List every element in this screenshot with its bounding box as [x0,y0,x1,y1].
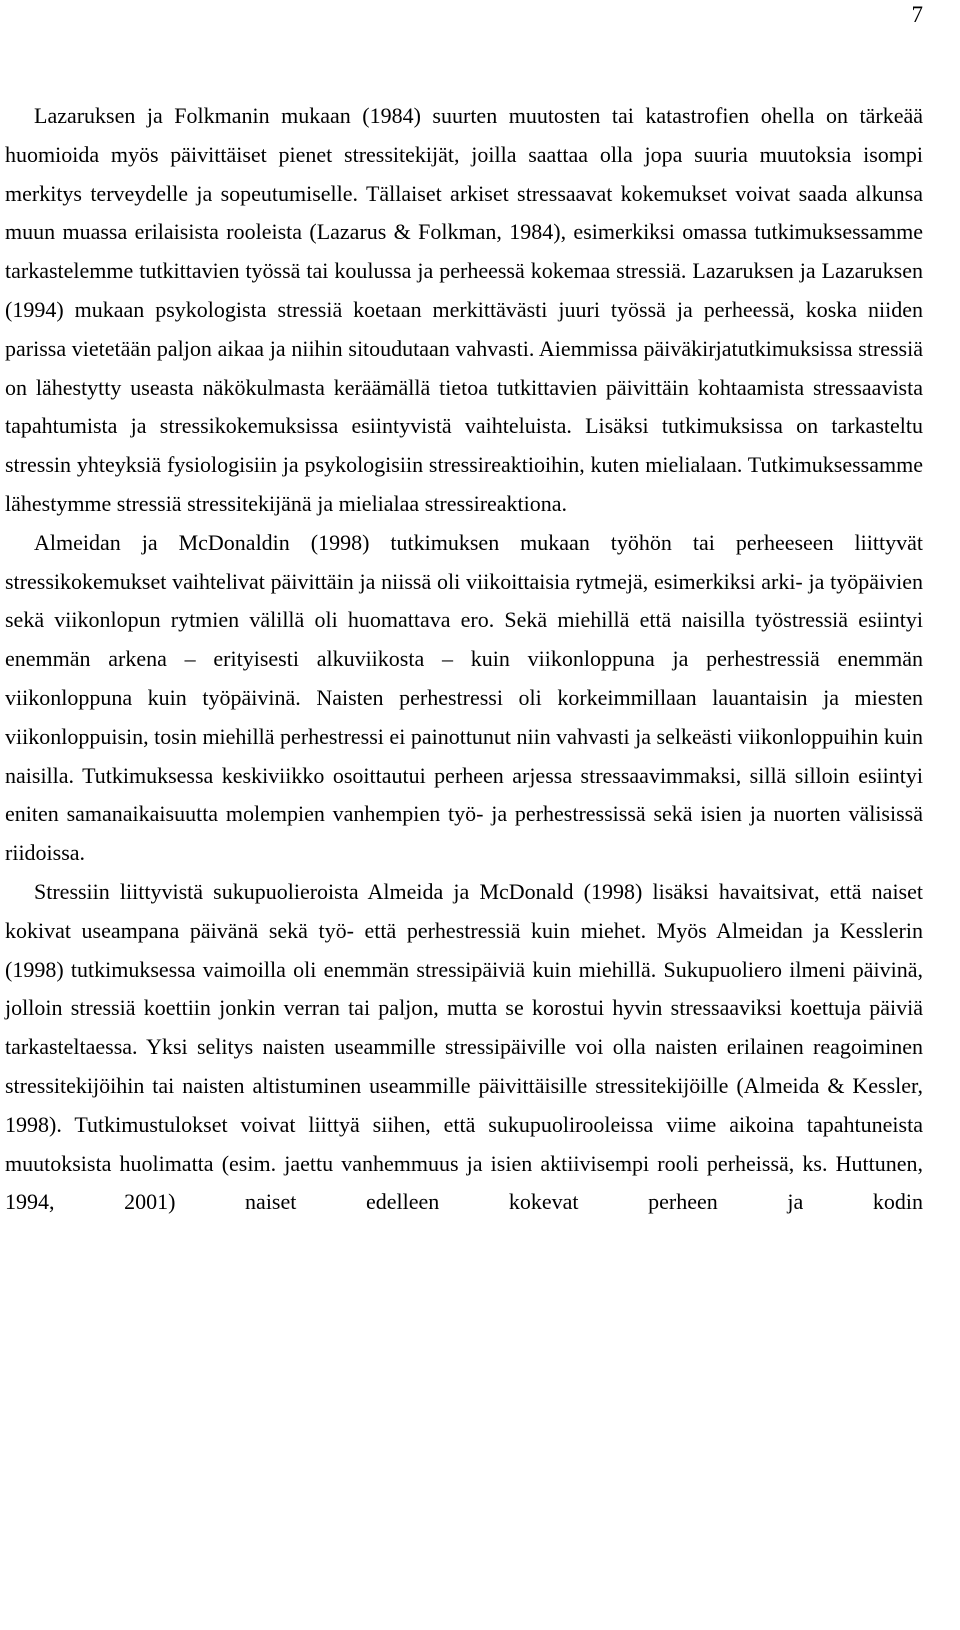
page-number: 7 [911,2,923,27]
body-text [5,97,923,1222]
paragraph-weekly-rhythms: Almeidan ja McDonaldin (1998) tutkimuksen mukaan työhön tai perheeseen liittyvät stressikokemukset vaihtelivat päivittäin ja niissä oli viikoittaisia rytmejä, esimerkiksi arki- ja työpäivien sekä viikonlopun rytmien välillä oli huomattava ero. Sekä miehillä että naisilla työstressiä esiintyi enemmän arkena – erityisesti alkuviikosta – kuin viikonloppuna ja perhestressiä enemmän viikonloppuna kuin työpäivinä. Naisten perhestressi oli korkeimmillaan lauantaisin ja miesten viikonloppuisin, tosin miehillä perhestressi ei painottunut niin vahvasti ja selkeästi viikonloppuihin kuin naisilla. Tutkimuksessa keskiviikko osoittautui perheen arjessa stressaavimmaksi, sillä silloin esiintyi eniten samanaikaisuutta molempien vanhempien työ- ja perhestressissä sekä isien ja nuorten välisissä riidoissa. [5,529,923,866]
paragraph-daily-stressors: Lazaruksen ja Folkmanin mukaan (1984) suurten muutosten tai katastrofien ohella on tärkeää huomioida myös päivittäiset pienet stressitekijät, joilla saattaa olla jopa suuria muutoksia isompi merkitys terveydelle ja sopeutumiselle. Tällaiset arkiset stressaavat kokemukset voivat saada alkunsa muun muassa erilaisista rooleista (Lazarus & Folkman, 1984), esimerkiksi omassa tutkimuksessamme tarkastelemme tutkittavien työssä tai koulussa ja perheessä kokemaa stressiä. Lazaruksen ja Lazaruksen (1994) mukaan psykologista stressiä koetaan merkittävästi juuri työssä ja perheessä, koska niiden parissa vietetään paljon aikaa ja niihin sitoudutaan vahvasti. Aiemmissa päiväkirjatutkimuksissa stressiä on lähestytty useasta näkökulmasta keräämällä tietoa tutkittavien päivittäin kohtaamista stressaavista tapahtumista ja stressikokemuksissa esiintyvistä vaihteluista. Lisäksi tutkimuksissa on tarkasteltu stressin yhteyksiä fysiologisiin ja psykologisiin stressireaktioihin, kuten mielialaan. Tutkimuksessamme lähestymme stressiä stressitekijänä ja mielialaa stressireaktiona. [5,103,923,516]
paragraph-gender-differences: Stressiin liittyvistä sukupuolieroista Almeida ja McDonald (1998) lisäksi havaitsivat, että naiset kokivat useampana päivänä sekä työ- että perhestressiä kuin miehet. Myös Almeidan ja Kesslerin (1998) tutkimuksessa vaimoilla oli enemmän stressipäiviä kuin miehillä. Sukupuoliero ilmeni päivinä, jolloin stressiä koettiin jonkin verran tai paljon, mutta se korostui hyvin stressaaviksi koettuja päiviä tarkasteltaessa. Yksi selitys naisten useammille stressipäiville voi olla naisten erilainen reagoiminen stressitekijöihin tai naisten altistuminen useammille päivittäisille stressitekijöille (Almeida & Kessler, 1998). Tutkimustulokset voivat liittyä siihen, että sukupuolirooleissa viime aikoina tapahtuneista muutoksista huolimatta (esim. jaettu vanhemmuus ja isien aktiivisempi rooli perheissä, ks. Huttunen, 1994, 2001) naiset edelleen kokevat perheen ja kodin [5,878,923,1215]
